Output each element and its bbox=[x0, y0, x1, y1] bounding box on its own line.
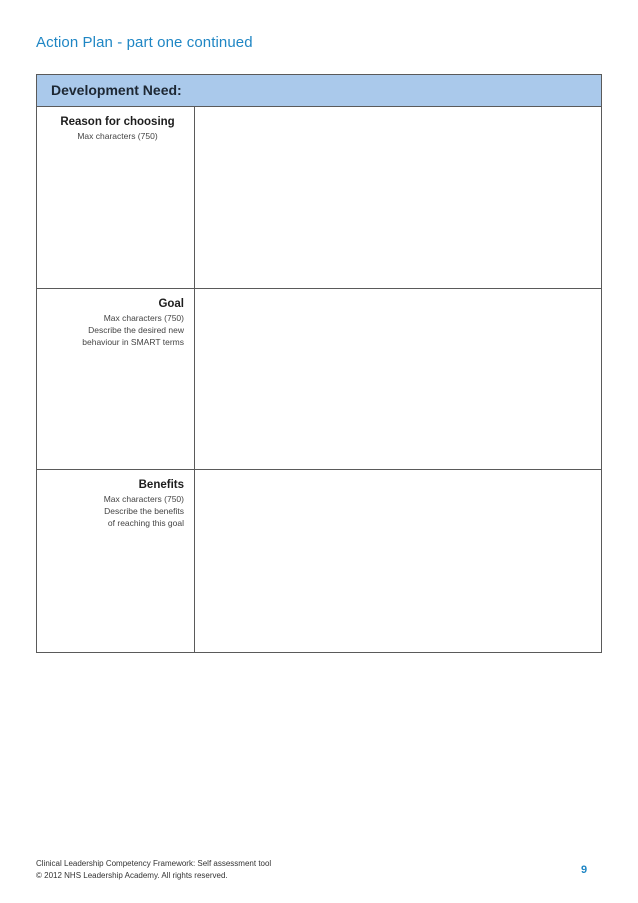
page-title: Action Plan - part one continued bbox=[36, 34, 253, 51]
development-need-label: Development Need: bbox=[51, 82, 182, 98]
action-plan-form bbox=[36, 74, 602, 653]
reason-label-cell bbox=[37, 107, 195, 288]
reason-hint-max-characters: Max characters (750) bbox=[77, 131, 158, 141]
benefits-hint-describe: Describe the benefits bbox=[104, 506, 184, 516]
goal-hint-describe: Describe the desired new bbox=[88, 325, 184, 335]
goal-hint-max-characters: Max characters (750) bbox=[103, 313, 184, 323]
form-row-benefits bbox=[37, 470, 601, 652]
goal-input-field[interactable] bbox=[195, 289, 601, 469]
benefits-hint-max-characters: Max characters (750) bbox=[103, 494, 184, 504]
form-row-goal bbox=[37, 289, 601, 470]
goal-label-cell bbox=[37, 289, 195, 469]
goal-hint-smart-terms: behaviour in SMART terms bbox=[82, 337, 184, 347]
form-row-reason bbox=[37, 107, 601, 289]
reason-title: Reason for choosing bbox=[60, 116, 175, 128]
benefits-hint-goal: of reaching this goal bbox=[107, 518, 184, 528]
development-need-header[interactable] bbox=[37, 75, 601, 107]
footer-line-framework: Clinical Leadership Competency Framework: Self assessment tool bbox=[36, 859, 272, 868]
goal-title: Goal bbox=[158, 298, 184, 310]
benefits-label-cell bbox=[37, 470, 195, 652]
footer-text bbox=[36, 858, 271, 882]
benefits-input-field[interactable] bbox=[195, 470, 601, 652]
footer-line-copyright: © 2012 NHS Leadership Academy. All rights reserved. bbox=[36, 871, 228, 880]
page-number: 9 bbox=[581, 864, 588, 876]
benefits-title: Benefits bbox=[138, 479, 184, 491]
reason-input-field[interactable] bbox=[195, 107, 601, 288]
